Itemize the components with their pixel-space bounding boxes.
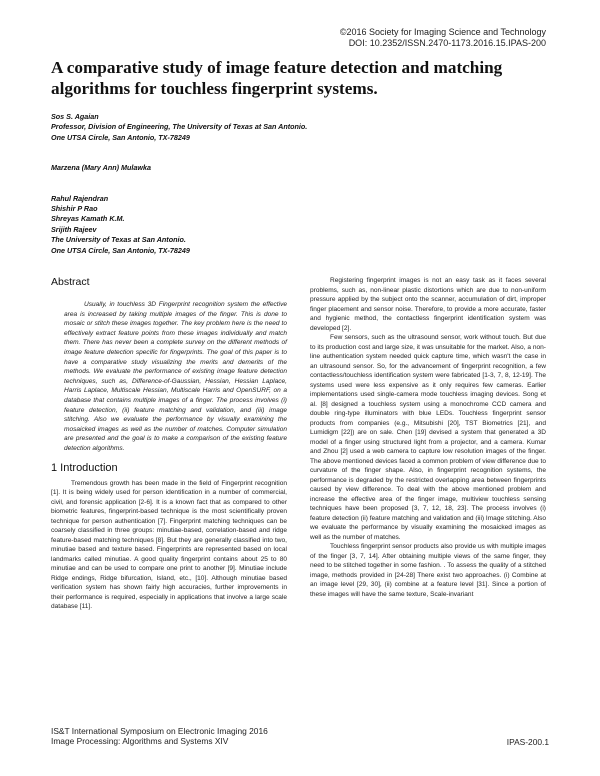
title-line-1: A comparative study of image feature detection and matching xyxy=(51,58,503,77)
author-name: Marzena (Mary Ann) Mulawka xyxy=(51,163,151,173)
left-column xyxy=(51,276,287,612)
copyright-header xyxy=(340,27,546,49)
copyright-line: ©2016 Society for Imaging Science and Technology xyxy=(339,27,546,37)
body-paragraph: Touchless fingerprint sensor products also provide us with multiple images of the finger [3, 7, 14]. After obtaining multiple views of the same finger, they need to be stitched together in some fashion. . To assess the quality of a stitched image, methods provided in [24-28] There exist two approaches. (i) Combine at an image level [29, 30], (ii) combine at a feature level [31]. Since a portion of these images will have the same texture, Scale-invariant xyxy=(310,543,546,598)
page-number: IPAS-200.1 xyxy=(506,737,549,747)
introduction-heading: 1 Introduction xyxy=(51,461,118,474)
intro-paragraph: Tremendous growth has been made in the field of Fingerprint recognition [1]. It is being widely used for person identification in a number of commercial, civil, and forensic application [2-6]. It is a known fact that as compared to other biometric features, fingerprint-based technique is the most scientifically proven technique for person authentication [7]. Fingerprint matching techniques can be coarsely classified in three groups: minutiae-based, correlation-based and ridge feature-based matching techniques [8]. But they are generally classified into two, minutiae based and texture based. Fingerprints are represented based on local landmarks called minutiae. A good quality fingerprint contains about 25 to 80 minutiae and can be used to compare one print to another [9]. Minutiae include Ridge endings, Ridge bifurcation, Island, etc., [10]. Although minutiae based verification system has shown fairly high accuracies, further improvements in their performance is required, especially in applications that involve a large scale database [11]. xyxy=(51,479,287,610)
conference-name: IS&T International Symposium on Electronic Imaging 2016 xyxy=(51,726,268,736)
author-block xyxy=(51,112,351,256)
abstract-text: Usually, in touchless 3D Fingerprint recognition system the effective area is increased by taking multiple images of the finger. This is done to mosaic or stitch these images together. The key problem here is the need to effectively extract feature points from these images individually and match them. There has never been a complete survey on the different methods of image feature detection specific for fingerprints. The goal of this paper is to have a comparative study visualizing the merits and demerits of the methods. We evaluate the performance of existing image feature detection techniques, such as, Difference-of-Gaussian, Hessian, Hessian Laplace, Harris Laplace, Multiscale Hessian, Multiscale Harris and OpenSURF, on a database that contains multiple images of a finger. The process involves (i) feature detection, (ii) feature matching and validation, and (iii) image stitching. Also we evaluate the performance by visually examining the mosaicked images as well as the number of matches. Computer simulation are presented and the goal is to make a comparison of the existing feature detection algorithms. xyxy=(64,301,287,452)
author-name: Srijith Rajeev xyxy=(51,224,97,234)
abstract-heading: Abstract xyxy=(51,276,90,288)
author-name: Rahul Rajendran xyxy=(51,193,109,203)
author-name: Sos S. Agaian xyxy=(51,112,99,121)
paper-title xyxy=(51,57,551,99)
author-name: Shreyas Kamath K.M. xyxy=(51,214,125,224)
title-line-2: algorithms for touchless fingerprint systems. xyxy=(51,79,378,98)
author-affiliation: Professor, Division of Engineering, The University of Texas at San Antonio. xyxy=(51,122,308,132)
author-address: One UTSA Circle, San Antonio, TX-78249 xyxy=(51,132,190,142)
doi-line: DOI: 10.2352/ISSN.2470-1173.2016.15.IPAS-200 xyxy=(348,38,546,48)
conference-footer xyxy=(51,726,268,746)
right-column xyxy=(310,276,546,599)
proceedings-name: Image Processing: Algorithms and Systems XIV xyxy=(51,736,229,746)
author-name: Shishir P Rao xyxy=(51,204,98,214)
author-address: One UTSA Circle, San Antonio, TX-78249 xyxy=(51,245,190,255)
author-affiliation: The University of Texas at San Antonio. xyxy=(51,235,186,245)
body-paragraph: Registering fingerprint images is not an easy task as it faces several problems, such as, non-linear plastic distortions which are due to non-uniform pressure applied by the subject onto the scanner, accumulation of dirt, improper finger placement and sensor noise. Therefore, to provide a more accurate, faster and hygienic method, the contactless fingerprint identification system was developed [2]. xyxy=(310,277,546,332)
body-paragraph: Few sensors, such as the ultrasound sensor, work without touch. But due to its production cost and large size, it was unsuitable for the market. Also, a non-line authentication system needed quick capture time, which wasn't the case in an ultrasound sensor. So, for the advancement of fingerprint recognition, a few contactless/touchless identification system were fabricated [1-3, 7, 8, 12-19]. The systems used were less expensive as it only requires few cameras. Earlier implementations used single-camera mode touchless imaging devices. Song et al. [8] designed a touchless system using a monochrome CCD camera and double ring-type illuminators with blue LEDs. Touchless fingerprint sensor products from companies (e.g., Mitsubishi [20], TST Biometrics [21], and Lumidigm [22]) are on sale. Chen [19] devised a system that generated a 3D model of a finger using structured light from a projector, and a camera. Kumar and Zhou [2] used a web camera to capture low resolution images of the finger. The above mentioned devices faced a common problem of view difference due to curvature of the finger shape. Also, in fingerprint recognition systems, the performance is degraded by the restricted overlapping area between fingerprints caused by view difference. To deal with the above mentioned problem and increase the effective area of the finger image, multiview touchless sensing techniques have been proposed [3, 7, 12, 18, 23]. The process involves (i) feature detection (ii) feature matching and validation and (iii) Image stitching. Also we evaluate the performance by visually examining the mosaicked images as well as the number of matches. xyxy=(310,334,546,541)
